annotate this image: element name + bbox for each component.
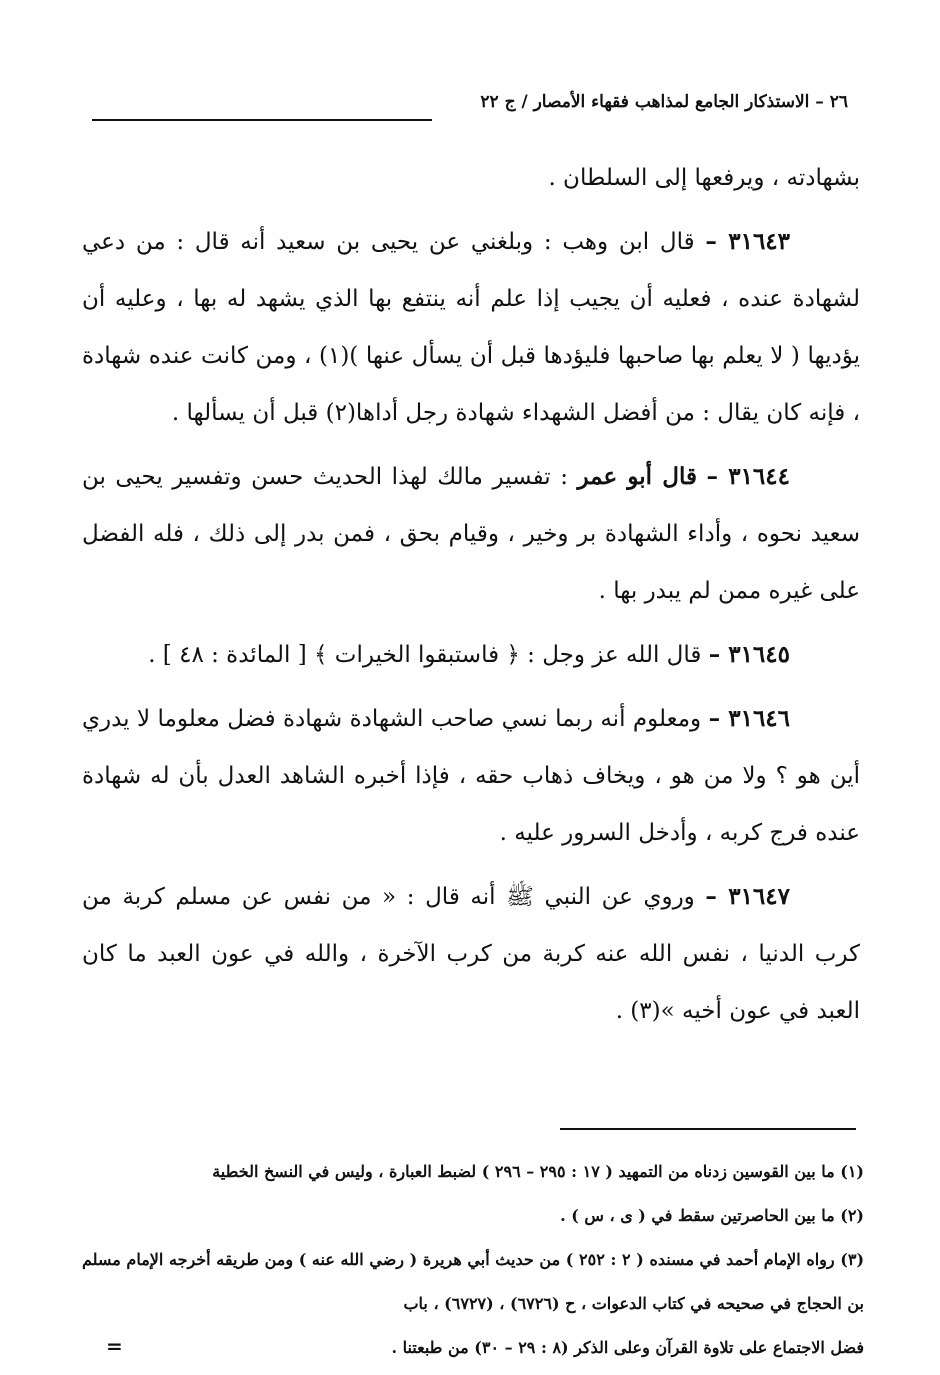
- paragraph-31643: [82, 213, 860, 442]
- paragraph-text: : تفسير مالك لهذا الحديث حسن وتفسير يحيى بن سعيد نحوه ، وأداء الشهادة بر وخير ، وقيام بحق ، فمن بدر إلى ذلك ، فله الفضل على غيره ممن لم يبدر بها .: [82, 464, 860, 604]
- paragraph-text: ومعلوم أنه ربما نسي صاحب الشهادة شهادة فضل معلوما لا يدري أين هو ؟ ولا من هو ، ويخاف ذهاب حقه ، فإذا أخبره الشاهد العدل بأن له شهادة عنده فرج كربه ، وأدخل السرور عليه .: [82, 706, 860, 846]
- paragraph-continuation: [82, 150, 860, 207]
- paragraph-number: ٣١٦٤٧ –: [705, 883, 790, 910]
- paragraph-31645: [82, 626, 860, 684]
- paragraph-number: ٣١٦٤٣ –: [705, 228, 791, 255]
- footnote-1: (١) ما بين القوسين زدناه من التمهيد ( ١٧ : ٢٩٥ – ٢٩٦ ) لضبط العبارة ، وليس في النسخ الخطية: [212, 1162, 864, 1181]
- paragraph-number: ٣١٦٤٤ –: [706, 463, 790, 490]
- paragraph-text: قال الله عز وجل : ﴿ فاستبقوا الخيرات ﴾ [ المائدة : ٤٨ ] .: [148, 642, 702, 668]
- header-rule: [92, 119, 432, 121]
- paragraph-31644: [82, 448, 860, 620]
- paragraph-31646: [82, 690, 860, 862]
- running-header: [468, 92, 848, 112]
- footnote-rule: [560, 1128, 856, 1130]
- paragraph-31647: [82, 868, 860, 1040]
- footnotes: [82, 1150, 864, 1370]
- page-number: ٢٦: [829, 92, 848, 112]
- main-text: [82, 150, 860, 1046]
- paragraph-text: قال ابن وهب : وبلغني عن يحيى بن سعيد أنه قال : من دعي لشهادة عنده ، فعليه أن يجيب إذا علم أنه ينتفع بها الذي يشهد له بها ، وعليه أن يؤديها ( لا يعلم بها صاحبها فليؤدها قبل أن يسأل عنها )(١) ، ومن كانت عنده شهادة ، فإنه كان يقال : من أفضل الشهداء شهادة رجل أداها(٢) قبل أن يسألها .: [82, 229, 860, 426]
- speaker-label: قال أبو عمر: [577, 463, 697, 490]
- paragraph-number: ٣١٦٤٥ –: [708, 641, 790, 668]
- paragraph-text: وروي عن النبي ﷺ أنه قال : « من نفس عن مسلم كربة من كرب الدنيا ، نفس الله عنه كربة من كرب الآخرة ، والله في عون العبد ما كان العبد في عون أخيه »(٣) .: [82, 884, 860, 1024]
- running-title: الاستذكار الجامع لمذاهب فقهاء الأمصار / ج ٢٢: [480, 92, 810, 112]
- header-dash: –: [809, 92, 824, 112]
- continuation-mark: =: [106, 1334, 123, 1358]
- footnote-2: (٢) ما بين الحاصرتين سقط في ( ى ، س ) .: [560, 1206, 864, 1225]
- footnote-3-tail: فضل الاجتماع على تلاوة القرآن وعلى الذكر (٨ : ٢٩ – ٣٠) من طبعتنا .: [391, 1338, 864, 1357]
- paragraph-number: ٣١٦٤٦ –: [708, 705, 791, 732]
- paragraph-text: بشهادته ، ويرفعها إلى السلطان .: [548, 165, 860, 191]
- footnote-3-text: (٣) رواه الإمام أحمد في مسنده ( ٢ : ٢٥٢ ) من حديث أبي هريرة ( رضي الله عنه ) ومن طريقه أخرجه الإمام مسلم بن الحجاج في صحيحه في كتاب الدعوات ، ح (٦٧٢٦) ، (٦٧٢٧) ، باب: [82, 1250, 865, 1313]
- footnote-3: [82, 1238, 864, 1370]
